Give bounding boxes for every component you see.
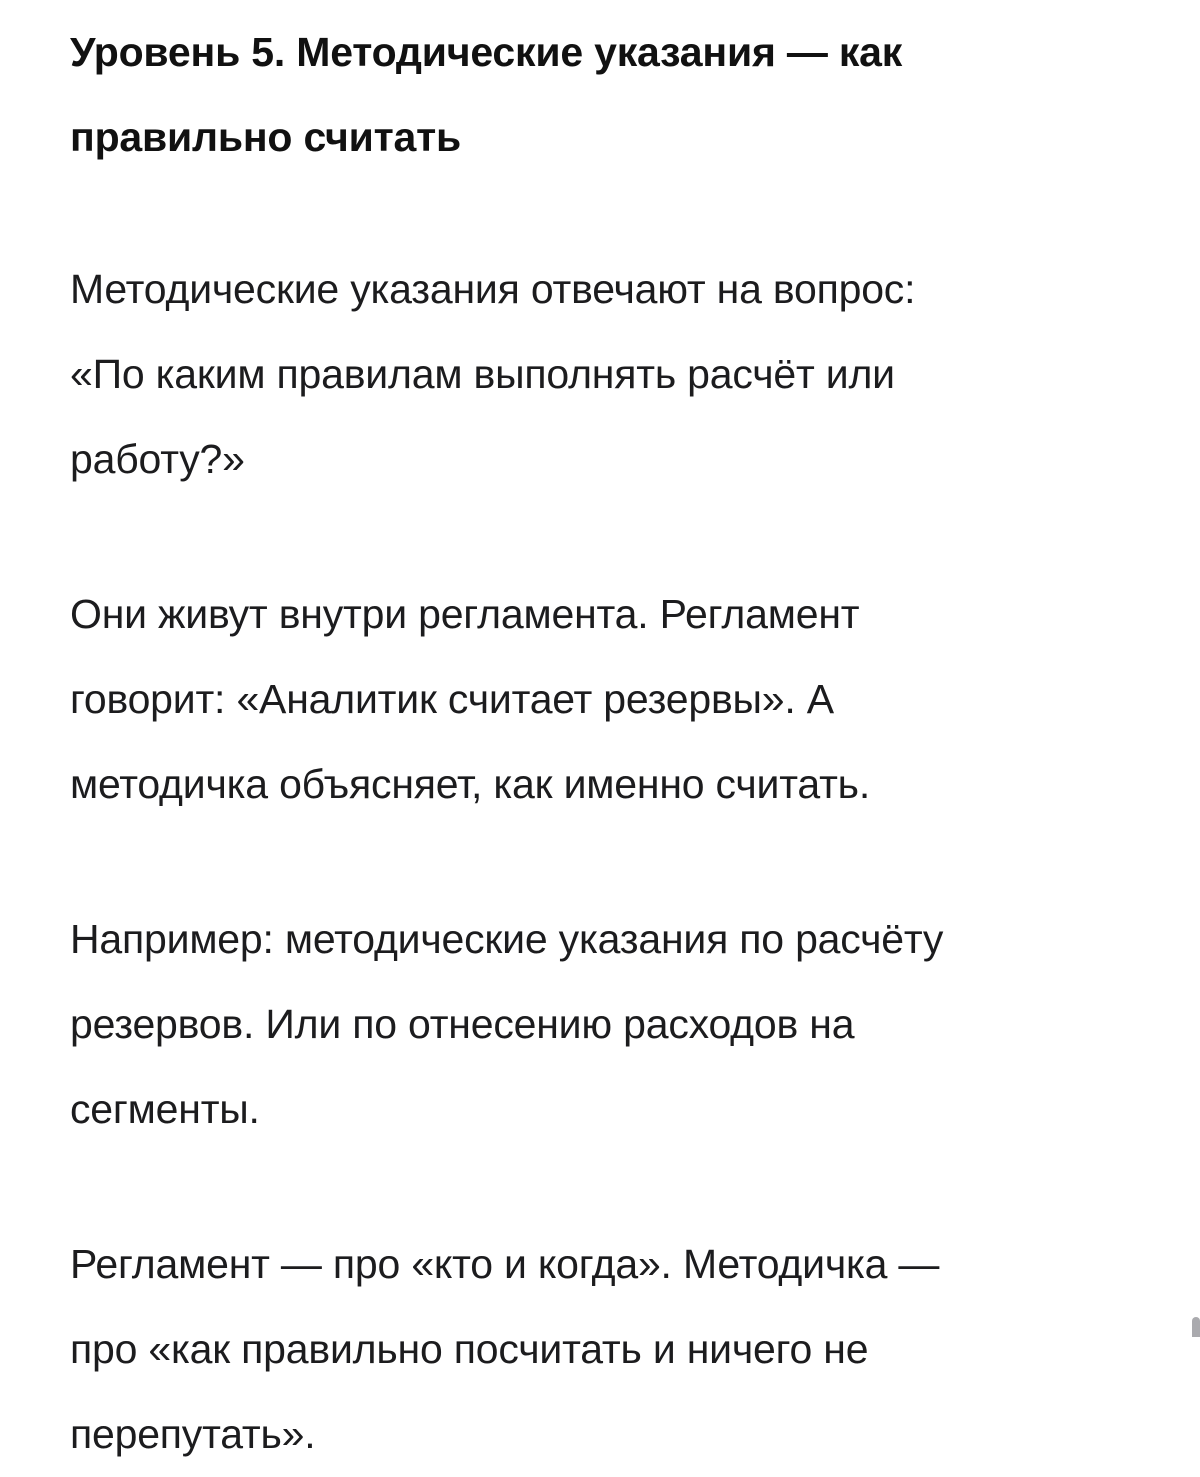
paragraph-line: сегменты. [70,1086,260,1132]
paragraph-line: работу?» [70,436,245,482]
paragraph-definition [70,247,1170,502]
paragraph-line: Например: методические указания по расчёту [70,916,944,962]
paragraph-comparison [70,1222,1170,1477]
paragraph-line: Методические указания отвечают на вопрос: [70,266,916,312]
paragraph-line: Регламент — про «кто и когда». Методичка — [70,1241,940,1287]
heading-line: правильно считать [70,114,461,160]
article [70,10,1170,1477]
paragraph-line: перепутать». [70,1411,316,1457]
section-heading [70,10,1170,180]
paragraph-line: «По каким правилам выполнять расчёт или [70,351,895,397]
heading-line: Уровень 5. Методические указания — как [70,29,903,75]
scrollbar-thumb[interactable] [1192,1317,1200,1337]
paragraph-example [70,897,1170,1152]
paragraph-line: говорит: «Аналитик считает резервы». А [70,676,834,722]
paragraph-line: про «как правильно посчитать и ничего не [70,1326,869,1372]
paragraph-line: Они живут внутри регламента. Регламент [70,591,860,637]
paragraph-context [70,572,1170,827]
paragraph-line: методичка объясняет, как именно считать. [70,761,871,807]
paragraph-line: резервов. Или по отнесению расходов на [70,1001,855,1047]
